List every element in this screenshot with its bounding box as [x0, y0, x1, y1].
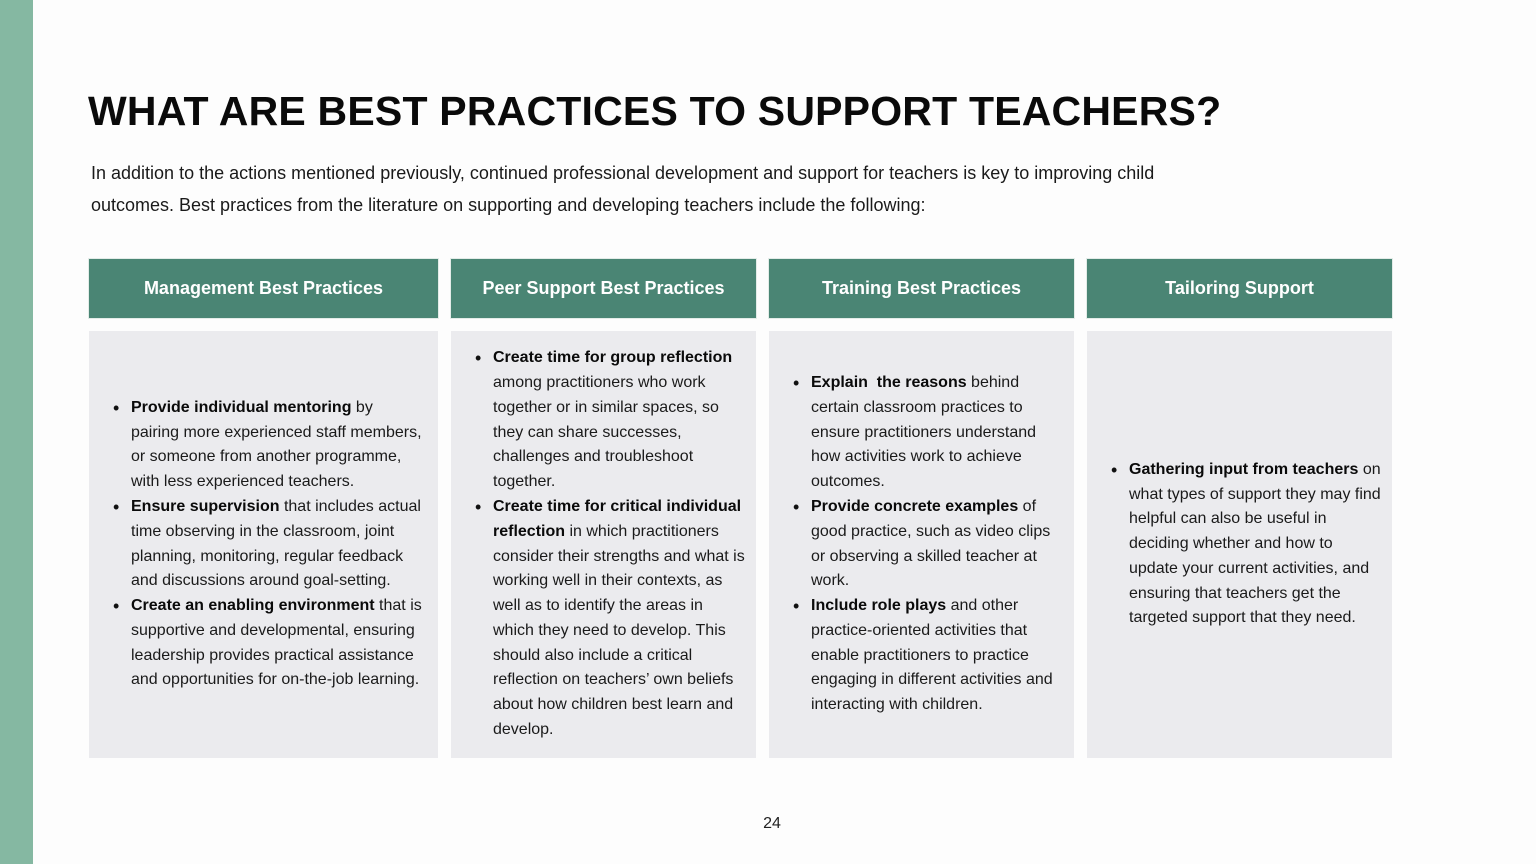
- tailoring-support-list: [1087, 458, 1392, 632]
- item-text: that includes actual time observing in the classroom, joint planning, monitoring, regular feedback and discussions around goal-setting.: [131, 497, 421, 590]
- item-bold-text: Create time for critical individual reflection: [493, 497, 742, 540]
- column-header-peer-support: Peer Support Best Practices: [451, 259, 756, 318]
- list-item: [769, 495, 1074, 594]
- list-item: [89, 396, 438, 495]
- item-text: by pairing more experienced staff members, or someone from another programme, with less experienced teachers.: [131, 398, 422, 491]
- list-item: [769, 371, 1074, 495]
- item-text: behind certain classroom practices to ensure practitioners understand how activities work to achieve outcomes.: [811, 373, 1037, 491]
- column-body-peer-support: [451, 331, 756, 758]
- management-list: [89, 396, 438, 694]
- column-header-tailoring-support: Tailoring Support: [1087, 259, 1392, 318]
- page-number: 24: [763, 815, 781, 832]
- item-text: and other practice-oriented activities that enable practitioners to practice engaging in different activities and interacting with children.: [811, 597, 1053, 714]
- item-bold-text: Provide individual mentoring: [131, 398, 352, 416]
- column-body-training: [769, 331, 1074, 758]
- item-bold-text: Create an enabling environment: [131, 597, 375, 615]
- list-item: [89, 594, 438, 693]
- item-bold-text: Create time for group reflection: [493, 349, 733, 367]
- left-accent-bar: [0, 0, 33, 864]
- column-header-management: Management Best Practices: [89, 259, 438, 318]
- item-text: in which practitioners consider their strengths and what is working well in their contexts, as well as to identify the areas in which they need to develop. This should also include a critical reflection on teachers’ own beliefs about how children best learn and develop.: [493, 522, 745, 739]
- page-title: WHAT ARE BEST PRACTICES TO SUPPORT TEACHERS?: [88, 88, 1222, 134]
- column-body-management: [89, 331, 438, 758]
- item-bold-text: Provide concrete examples: [811, 497, 1019, 515]
- list-item: [769, 594, 1074, 718]
- list-item: [451, 346, 756, 495]
- item-text: that is supportive and developmental, ensuring leadership provides practical assistance and opportunities for on-the-job learning.: [131, 597, 422, 689]
- list-item: [1087, 458, 1392, 632]
- item-text: on what types of support they may find helpful can also be useful in deciding whether and how to update your current activities, and ensuring that teachers get the targeted support that they need.: [1129, 460, 1381, 627]
- intro-paragraph: In addition to the actions mentioned previously, continued professional development and support for teachers is key to improving child outcomes. Best practices from the literature on supporting and developing teachers include the following:: [91, 163, 1155, 215]
- peer-support-list: [451, 346, 756, 743]
- training-list: [769, 371, 1074, 718]
- item-text: of good practice, such as video clips or observing a skilled teacher at work.: [811, 497, 1051, 590]
- list-item: [89, 495, 438, 594]
- item-bold-text: Gathering input from teachers: [1129, 460, 1359, 478]
- list-item: [451, 495, 756, 743]
- column-header-training: Training Best Practices: [769, 259, 1074, 318]
- item-bold-text: Explain the reasons: [811, 373, 967, 391]
- item-bold-text: Ensure supervision: [131, 497, 280, 515]
- item-bold-text: Include role plays: [811, 597, 947, 615]
- item-text: among practitioners who work together or in similar spaces, so they can share successes, challenges and troubleshoot together.: [493, 373, 719, 491]
- column-body-tailoring-support: [1087, 331, 1392, 758]
